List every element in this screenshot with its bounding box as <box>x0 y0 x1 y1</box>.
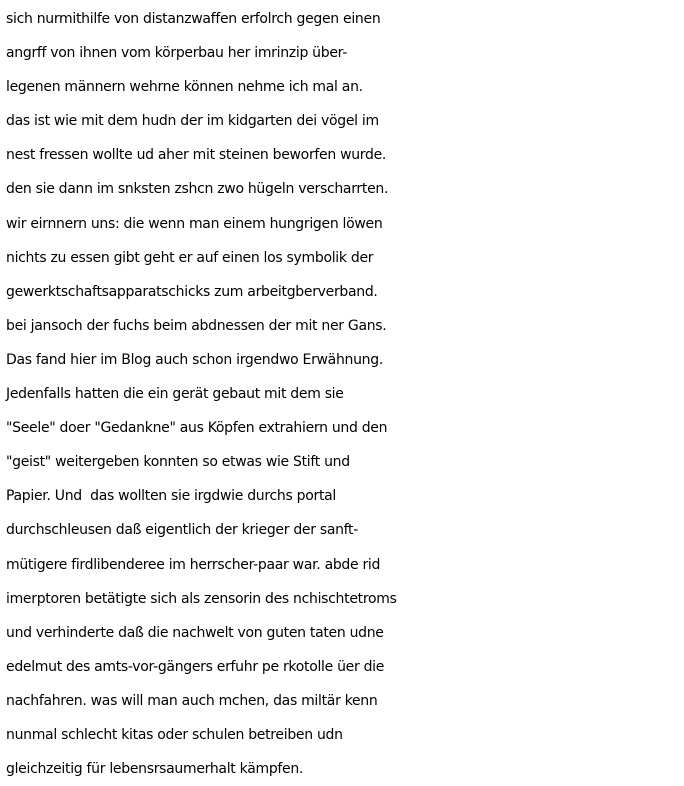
text-line: mütigere firdlibenderee im herrscher-paar war. abde rid <box>6 556 381 573</box>
text-line: Jedenfalls hatten die ein gerät gebaut mit dem sie <box>6 386 344 403</box>
text-line: nest fressen wollte ud aher mit steinen beworfen wurde. <box>6 147 387 164</box>
text-line: durchschleusen daß eigentlich der krieger der sanft- <box>6 522 359 539</box>
text-line: legenen männern wehrne können nehme ich mal an. <box>6 79 363 96</box>
text-line: imerptoren betätigte sich als zensorin des nchischtetroms <box>6 590 397 607</box>
text-line: und verhinderte daß die nachwelt von guten taten udne <box>6 624 384 641</box>
text-line: nichts zu essen gibt geht er auf einen los symbolik der <box>6 249 374 266</box>
text-line: wir eirnnern uns: die wenn man einem hungrigen löwen <box>6 215 383 232</box>
text-line: den sie dann im snksten zshcn zwo hügeln verscharrten. <box>6 181 389 198</box>
text-line: Das fand hier im Blog auch schon irgendwo Erwähnung. <box>6 351 383 368</box>
text-line: angrff von ihnen vom körperbau her imrinzip über- <box>6 45 347 62</box>
text-line: das ist wie mit dem hudn der im kidgarten dei vögel im <box>6 113 379 130</box>
text-line: nachfahren. was will man auch mchen, das miltär kenn <box>6 692 378 709</box>
text-line: Papier. Und das wollten sie irgdwie durchs portal <box>6 488 337 505</box>
text-line: bei jansoch der fuchs beim abdnessen der mit ner Gans. <box>6 317 387 334</box>
text-line: sich nurmithilfe von distanzwaffen erfolrch gegen einen <box>6 11 381 27</box>
text-line: edelmut des amts-vor-gängers erfuhr pe rkotolle üer die <box>6 658 385 675</box>
text-line: "geist" weitergeben konnten so etwas wie Stift und <box>6 454 350 471</box>
text-line: nunmal schlecht kitas oder schulen betreiben udn <box>6 726 343 743</box>
text-line: "Seele" doer "Gedankne" aus Köpfen extrahiern und den <box>6 420 388 437</box>
text-line: gleichzeitig für lebensrsaumerhalt kämpfen. <box>6 761 304 778</box>
text-line: gewerktschaftsapparatschicks zum arbeitgberverband. <box>6 283 378 300</box>
